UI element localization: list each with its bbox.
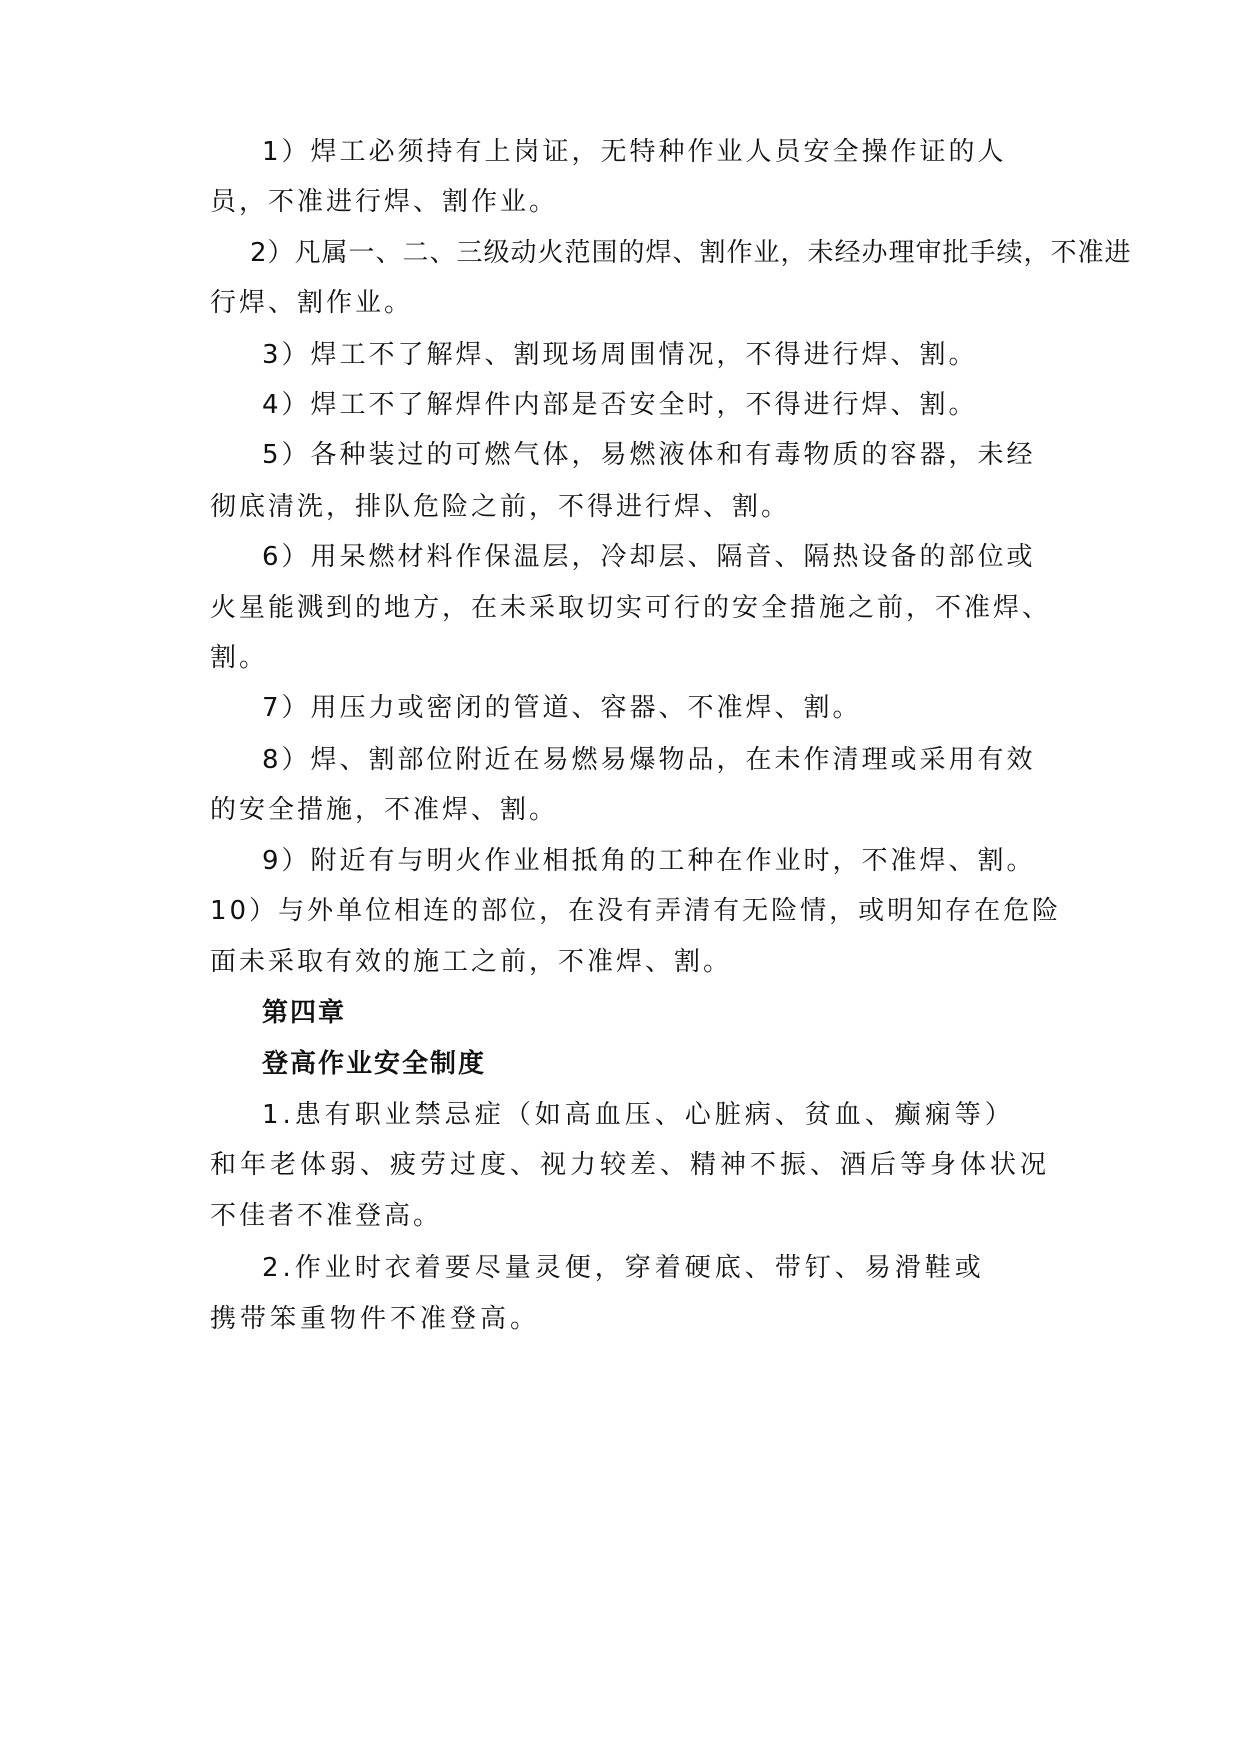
item-2-line-2: 携带笨重物件不准登高。 — [210, 1304, 541, 1334]
rule-1-line-1: 1）焊工必须持有上岗证，无特种作业人员安全操作证的人 — [262, 137, 1007, 167]
rule-2-line-1: 2）凡属一、二、三级动火范围的焊、割作业，未经办理审批手续，不准进 — [250, 238, 1132, 268]
item-1-line-1: 1.患有职业禁忌症（如高血压、心脏病、贫血、癫痫等） — [262, 1100, 1015, 1130]
rule-10-line-1: 10）与外单位相连的部位，在没有弄清有无险情，或明知存在危险 — [210, 896, 1062, 926]
rule-2-line-2: 行焊、割作业。 — [210, 288, 414, 318]
rule-6-line-2: 火星能溅到的地方，在未采取切实可行的安全措施之前，不准焊、 — [210, 593, 1052, 623]
chapter-heading: 第四章 — [262, 998, 347, 1028]
item-2-line-1: 2.作业时衣着要尽量灵便，穿着硬底、带钉、易滑鞋或 — [262, 1253, 985, 1283]
rule-1-line-2: 员，不准进行焊、割作业。 — [210, 187, 559, 217]
rule-6-line-3: 割。 — [210, 643, 269, 673]
section-title: 登高作业安全制度 — [262, 1049, 487, 1079]
rule-8-line-2: 的安全措施，不准焊、割。 — [210, 795, 559, 825]
rule-9: 9）附近有与明火作业相抵角的工种在作业时，不准焊、割。 — [262, 846, 1036, 876]
rule-10-line-2: 面未采取有效的施工之前，不准焊、割。 — [210, 947, 733, 977]
rule-3: 3）焊工不了解焊、割现场周围情况，不得进行焊、割。 — [262, 340, 978, 370]
rule-5-line-2: 彻底清洗，排队危险之前，不得进行焊、割。 — [210, 492, 791, 522]
rule-4: 4）焊工不了解焊件内部是否安全时，不得进行焊、割。 — [262, 390, 978, 420]
item-1-line-3: 不佳者不准登高。 — [210, 1201, 443, 1231]
rule-5-line-1: 5）各种装过的可燃气体，易燃液体和有毒物质的容器，未经 — [262, 440, 1036, 470]
rule-8-line-1: 8）焊、割部位附近在易燃易爆物品，在未作清理或采用有效 — [262, 745, 1036, 775]
item-1-line-2: 和年老体弱、疲劳过度、视力较差、精神不振、酒后等身体状况 — [210, 1150, 1051, 1180]
rule-6-line-1: 6）用呆燃材料作保温层，冷却层、隔音、隔热设备的部位或 — [262, 542, 1036, 572]
rule-7: 7）用压力或密闭的管道、容器、不准焊、割。 — [262, 693, 862, 723]
